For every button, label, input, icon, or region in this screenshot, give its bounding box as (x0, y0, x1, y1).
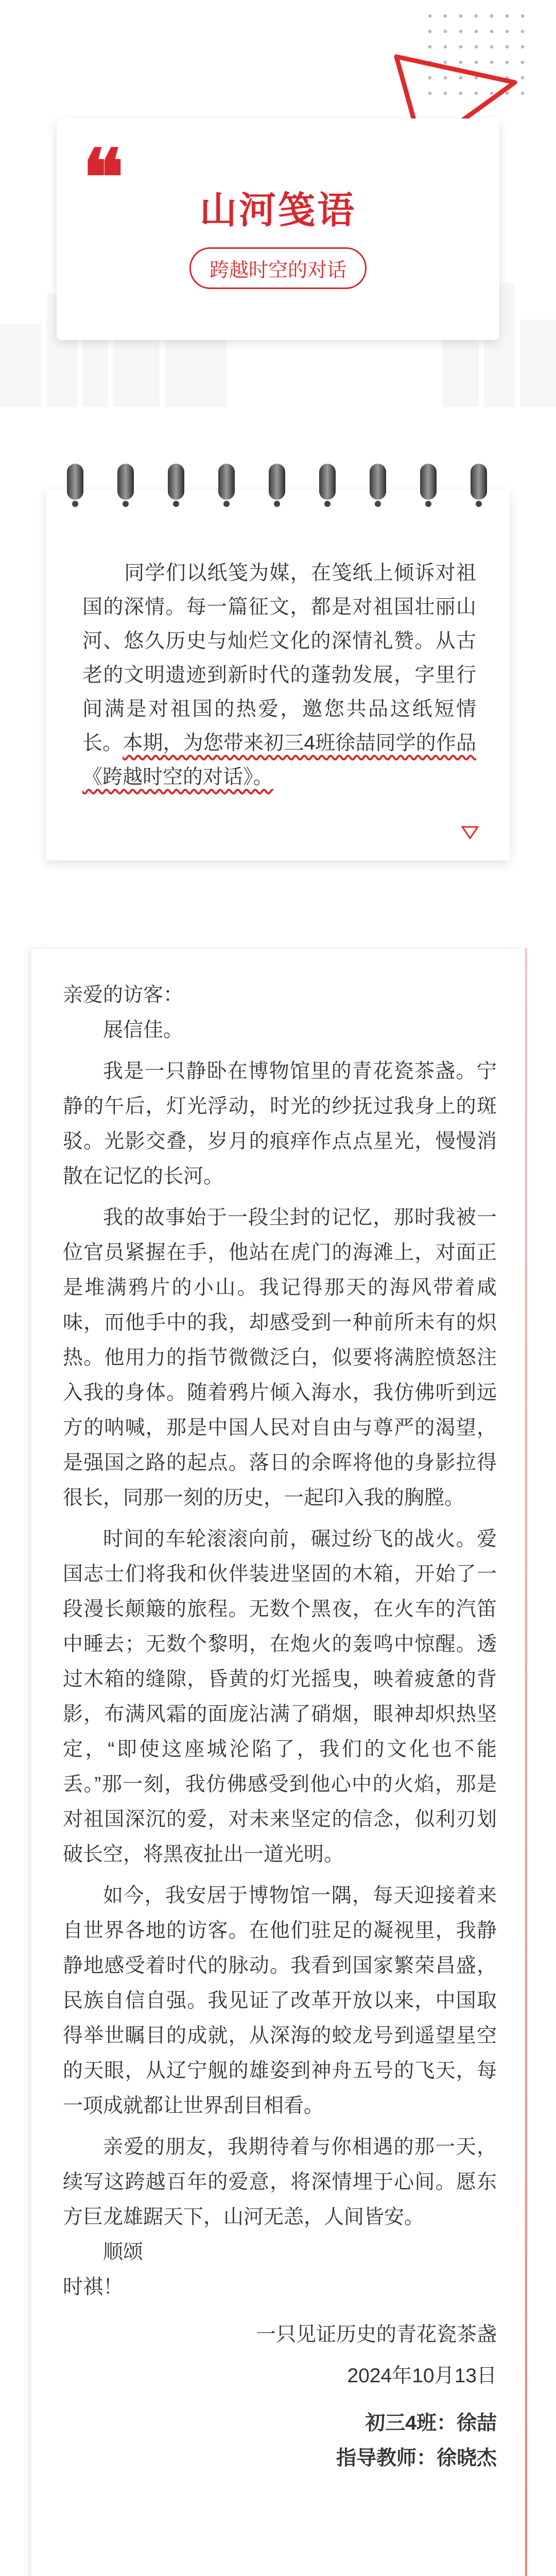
letter-paragraph: 时间的车轮滚滚向前，碾过纷飞的战火。爱国志士们将我和伙伴装进坚固的木箱，开始了一段漫长颠簸的旅程。无数个黑夜，在火车的汽笛中睡去；无数个黎明，在炮火的轰鸣中惊醒。透过木箱的缝隙，昏黄的灯光摇曳，映着疲惫的背影，布满风霜的面庞沾满了硝烟，眼神却炽热坚定，“即使这座城沦陷了，我们的文化也不能丢。”那一刻，我仿佛感受到他心中的火焰，那是对祖国深沉的爱，对未来坚定的信念，似利刃划破长空，将黑夜扯出一道光明。 (63, 1528, 497, 1866)
small-triangle-icon (461, 825, 479, 840)
letter-paragraph: 如今，我安居于博物馆一隅，每天迎接着来自世界各地的访客。在他们驻足的凝视里，我静静地感受着时代的脉动。我看到国家繁荣昌盛，民族自信自强。我见证了改革开放以来，中国取得举世瞩目的成就，从深海的蛟龙号到遥望星空的天眼，从辽宁舰的雄姿到神舟五号的飞天，每一项成就都让世界刮目相看。 (63, 1885, 497, 2117)
letter-author: 初三4班：徐喆 (365, 2412, 497, 2434)
letter-signature: 一只见证历史的青花瓷茶盏 (255, 2324, 497, 2346)
letter-body (63, 978, 497, 2476)
letter-greeting: 展信佳。 (103, 1019, 184, 1041)
quote-icon: ❝ (82, 132, 124, 223)
page-title: 山河笺语 (199, 190, 356, 231)
intro-text (82, 556, 476, 794)
intro-paragraph: 同学们以纸笺为媒，在笺纸上倾诉对祖国的深情。每一篇征文，都是对祖国壮丽山河、悠久历史与灿烂文化的深情礼赞。从古老的文明遗迹到新时代的蓬勃发展，字里行间满是对祖国的热爱，邀您共品这纸短情长。 (82, 562, 476, 754)
letter-salutation: 亲爱的访客： (63, 984, 184, 1006)
letter-closing: 顺颂 (103, 2241, 144, 2263)
intro-highlight: 本期，为您带来初三4班徐喆同学的作品《跨越时空的对话》。 (82, 732, 476, 788)
letter-paragraph: 亲爱的朋友，我期待着与你相遇的那一天，续写这跨越百年的爱意，将深情埋于心间。愿东方巨龙雄踞天下，山河无恙，人间皆安。 (63, 2136, 497, 2228)
letter-teacher: 指导教师：徐晓杰 (336, 2447, 497, 2469)
letter-paper (31, 948, 525, 2576)
letter-closing-2: 时祺！ (63, 2276, 124, 2298)
binder-rings (67, 464, 489, 510)
letter-paragraph: 我是一只静卧在博物馆里的青花瓷茶盏。宁静的午后，灯光浮动，时光的纱抚过我身上的斑驳。光影交叠，岁月的痕痒作点点星光，慢慢消散在记忆的长河。 (63, 1060, 497, 1188)
letter-date: 2024年10月13日 (347, 2365, 497, 2387)
letter-paragraph: 我的故事始于一段尘封的记忆，那时我被一位官员紧握在手，他站在虎门的海滩上，对面正是堆满鸦片的小山。我记得那天的海风带着咸味，而他手中的我，却感受到一种前所未有的炽热。他用力的指节微微泛白，似要将满腔愤怒注入我的身体。随着鸦片倾入海水，我仿佛听到远方的呐喊，那是中国人民对自由与尊严的渴望，是强国之路的起点。落日的余晖将他的身影拉得很长，同那一刻的历史，一起印入我的胸膛。 (63, 1207, 497, 1509)
intro-notepad (46, 489, 510, 860)
subtitle-badge: 跨越时空的对话 (189, 247, 367, 289)
title-card (57, 118, 499, 340)
